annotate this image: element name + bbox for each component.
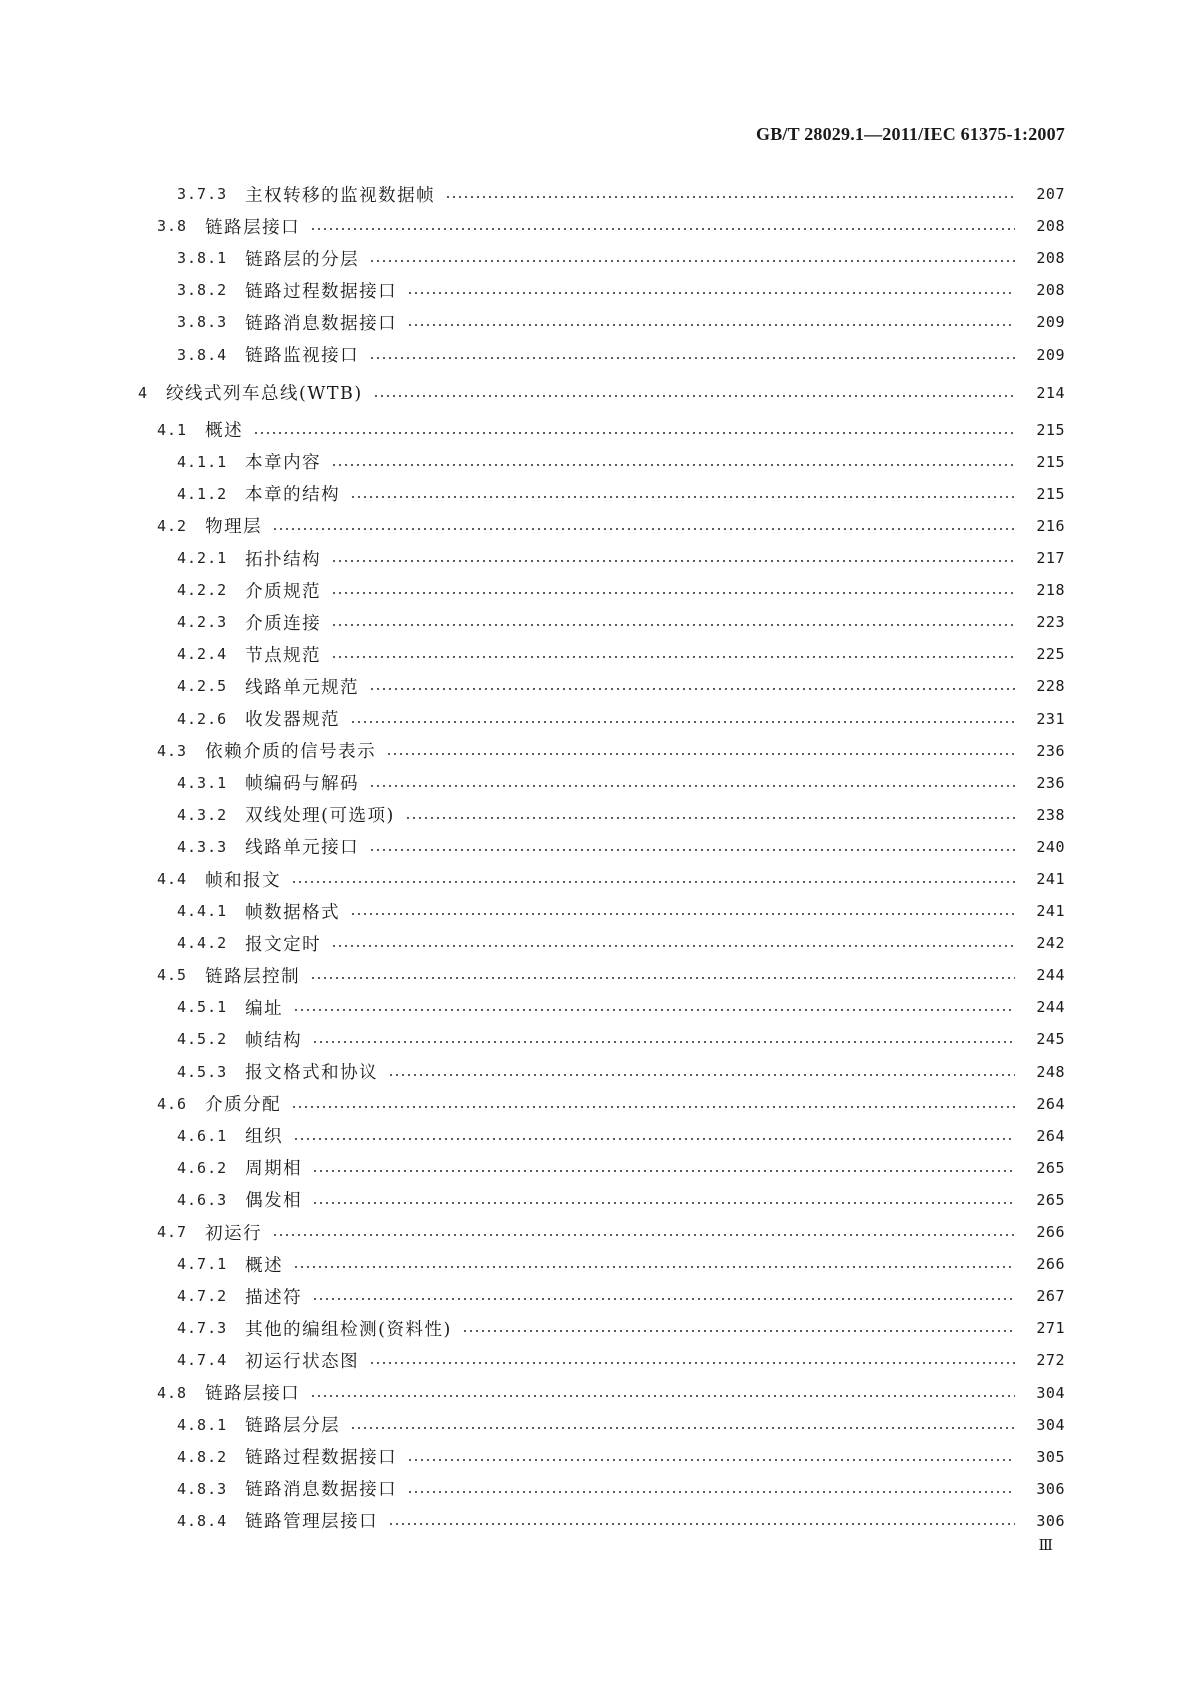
toc-section-number: 3.8.1 <box>177 249 228 268</box>
toc-section-number: 3.8 <box>157 217 188 236</box>
toc-dot-leader <box>310 228 1015 230</box>
toc-entry[interactable] <box>0 574 1191 606</box>
toc-page-number: 305 <box>1036 1447 1065 1466</box>
toc-section-title: 双线处理(可选项) <box>245 806 395 827</box>
toc-entry-label <box>0 1476 397 1501</box>
toc-entry[interactable] <box>0 446 1191 478</box>
toc-page-number: 207 <box>1036 185 1065 204</box>
toc-section-number: 4.1.2 <box>177 484 228 503</box>
toc-section-number: 4.7.2 <box>177 1287 228 1306</box>
toc-section-title: 依赖介质的信号表示 <box>205 742 377 763</box>
toc-section-title: 链路监视接口 <box>245 346 360 367</box>
toc-dot-leader <box>388 1523 1015 1525</box>
toc-dot-leader <box>310 977 1015 979</box>
toc-section-number: 4.2 <box>157 516 188 535</box>
toc-page-number: 223 <box>1036 613 1065 632</box>
toc-section-title: 本章的结构 <box>245 485 341 506</box>
toc-page-number: 265 <box>1036 1190 1065 1209</box>
toc-page-number: 266 <box>1036 1255 1065 1274</box>
toc-entry-label <box>0 1380 300 1405</box>
toc-dot-leader <box>291 881 1015 883</box>
toc-entry-label <box>0 1316 452 1341</box>
toc-dot-leader <box>331 624 1015 626</box>
toc-entry[interactable] <box>0 1248 1191 1280</box>
toc-entry-label <box>0 182 435 207</box>
toc-section-number: 4.8.3 <box>177 1479 228 1498</box>
toc-section-number: 4.5.1 <box>177 998 228 1017</box>
toc-section-number: 3.7.3 <box>177 185 228 204</box>
toc-page-number: 245 <box>1036 1030 1065 1049</box>
toc-section-title: 概述 <box>245 1255 284 1276</box>
toc-entry[interactable] <box>0 863 1191 895</box>
toc-page-number: 215 <box>1036 452 1065 471</box>
toc-dot-leader <box>293 1266 1015 1268</box>
toc-entry[interactable] <box>0 1376 1191 1408</box>
toc-entry[interactable] <box>0 1312 1191 1344</box>
toc-entry-label <box>0 1284 302 1309</box>
toc-page-number: 217 <box>1036 549 1065 568</box>
toc-section-number: 4.7.1 <box>177 1255 228 1274</box>
toc-page-number: 209 <box>1036 345 1065 364</box>
toc-entry[interactable] <box>0 1120 1191 1152</box>
toc-entry-label <box>0 1252 283 1277</box>
toc-section-number: 4.8.1 <box>177 1415 228 1434</box>
toc-entry[interactable] <box>0 1023 1191 1055</box>
toc-section-number: 4.7.4 <box>177 1351 228 1370</box>
toc-dot-leader <box>293 1009 1015 1011</box>
toc-page-number: 208 <box>1036 217 1065 236</box>
toc-dot-leader <box>407 1491 1015 1493</box>
toc-entry[interactable] <box>0 510 1191 542</box>
toc-entry-label <box>0 738 376 763</box>
toc-section-title: 编址 <box>245 998 284 1019</box>
toc-entry-label <box>0 246 359 271</box>
toc-section-title: 帧结构 <box>245 1030 303 1051</box>
toc-dot-leader <box>331 560 1015 562</box>
toc-entry-label <box>0 674 359 699</box>
toc-section-number: 4.6 <box>157 1094 188 1113</box>
toc-section-title: 介质连接 <box>245 613 322 634</box>
toc-entry[interactable] <box>0 1344 1191 1376</box>
toc-entry-label <box>0 1123 283 1148</box>
toc-section-title: 介质分配 <box>205 1095 282 1116</box>
toc-section-title: 线路单元规范 <box>245 677 360 698</box>
toc-dot-leader <box>369 1362 1015 1364</box>
toc-section-number: 4.1.1 <box>177 452 228 471</box>
toc-dot-leader <box>462 1330 1015 1332</box>
toc-entry-label <box>0 1187 302 1212</box>
toc-entry[interactable] <box>0 210 1191 242</box>
toc-section-title: 初运行状态图 <box>245 1351 360 1372</box>
toc-page-number: 271 <box>1036 1319 1065 1338</box>
toc-entry-label <box>0 380 363 405</box>
toc-entry-label <box>0 770 359 795</box>
toc-entry-label <box>0 963 300 988</box>
toc-section-title: 偶发相 <box>245 1191 303 1212</box>
toc-section-number: 4 <box>138 383 149 402</box>
toc-dot-leader <box>272 1234 1015 1236</box>
toc-entry[interactable] <box>0 338 1191 370</box>
toc-dot-leader <box>388 1074 1015 1076</box>
toc-section-title: 本章内容 <box>245 453 322 474</box>
toc-dot-leader <box>350 496 1015 498</box>
toc-entry-label <box>0 1412 340 1437</box>
toc-section-title: 其他的编组检测(资料性) <box>245 1319 452 1340</box>
toc-page-number: 241 <box>1036 902 1065 921</box>
toc-entry[interactable] <box>0 1505 1191 1537</box>
toc-page-number: 248 <box>1036 1062 1065 1081</box>
toc-entry[interactable] <box>0 1088 1191 1120</box>
toc-section-number: 4.5 <box>157 966 188 985</box>
toc-section-title: 链路消息数据接口 <box>245 1480 398 1501</box>
toc-entry-label <box>0 1059 378 1084</box>
toc-entry[interactable] <box>0 542 1191 574</box>
toc-section-number: 4.3.1 <box>177 773 228 792</box>
toc-page-number: 214 <box>1036 383 1065 402</box>
toc-entry-label <box>0 310 397 335</box>
toc-entry-label <box>0 931 321 956</box>
toc-section-title: 报文定时 <box>245 934 322 955</box>
toc-dot-leader <box>331 464 1015 466</box>
toc-entry[interactable] <box>0 1216 1191 1248</box>
toc-section-title: 组织 <box>245 1127 284 1148</box>
toc-section-title: 概述 <box>205 421 244 442</box>
toc-dot-leader <box>407 1459 1015 1461</box>
toc-section-number: 3.8.3 <box>177 313 228 332</box>
toc-section-title: 链路层分层 <box>245 1416 341 1437</box>
toc-page-number: 264 <box>1036 1094 1065 1113</box>
toc-entry-label <box>0 1508 378 1533</box>
table-of-contents <box>0 178 1191 1537</box>
toc-section-number: 4.2.5 <box>177 677 228 696</box>
toc-entry-label <box>0 449 321 474</box>
toc-entry[interactable] <box>0 638 1191 670</box>
toc-entry-label <box>0 706 340 731</box>
toc-page-number: 216 <box>1036 516 1065 535</box>
toc-section-title: 描述符 <box>245 1287 303 1308</box>
toc-dot-leader <box>312 1170 1015 1172</box>
toc-entry[interactable] <box>0 959 1191 991</box>
toc-entry-label <box>0 834 359 859</box>
toc-page-number: 215 <box>1036 420 1065 439</box>
toc-section-title: 帧和报文 <box>205 870 282 891</box>
toc-entry-label <box>0 1220 262 1245</box>
toc-page-number: 244 <box>1036 966 1065 985</box>
toc-entry[interactable] <box>0 670 1191 702</box>
toc-dot-leader <box>331 656 1015 658</box>
toc-page-number: 244 <box>1036 998 1065 1017</box>
toc-entry[interactable] <box>0 606 1191 638</box>
toc-section-number: 4.5.2 <box>177 1030 228 1049</box>
toc-entry-label <box>0 1155 302 1180</box>
toc-section-title: 拓扑结构 <box>245 549 322 570</box>
toc-section-number: 4.3.3 <box>177 837 228 856</box>
toc-entry-label <box>0 642 321 667</box>
toc-entry-label <box>0 578 321 603</box>
toc-page-number: 306 <box>1036 1511 1065 1530</box>
toc-page-number: 225 <box>1036 645 1065 664</box>
toc-entry[interactable] <box>0 1056 1191 1088</box>
toc-dot-leader <box>369 849 1015 851</box>
toc-entry[interactable] <box>0 735 1191 767</box>
toc-dot-leader <box>369 785 1015 787</box>
toc-dot-leader <box>331 945 1015 947</box>
toc-entry[interactable] <box>0 1473 1191 1505</box>
toc-section-number: 4.2.3 <box>177 613 228 632</box>
toc-entry[interactable] <box>0 306 1191 338</box>
toc-page-number: 240 <box>1036 837 1065 856</box>
toc-section-number: 4.1 <box>157 420 188 439</box>
toc-section-number: 4.2.2 <box>177 581 228 600</box>
toc-section-number: 4.3.2 <box>177 805 228 824</box>
toc-entry[interactable] <box>0 799 1191 831</box>
toc-page-number: 228 <box>1036 677 1065 696</box>
toc-section-title: 绞线式列车总线(WTB) <box>166 384 363 405</box>
toc-entry-label <box>0 342 359 367</box>
toc-entry[interactable] <box>0 703 1191 735</box>
toc-entry-label <box>0 513 262 538</box>
toc-section-number: 4.8.4 <box>177 1511 228 1530</box>
toc-entry-label <box>0 1348 359 1373</box>
toc-entry[interactable] <box>0 178 1191 210</box>
toc-section-number: 4.8 <box>157 1383 188 1402</box>
toc-dot-leader <box>291 1106 1015 1108</box>
toc-section-title: 初运行 <box>205 1223 263 1244</box>
toc-section-number: 4.4 <box>157 870 188 889</box>
toc-entry-label <box>0 899 340 924</box>
toc-dot-leader <box>369 688 1015 690</box>
toc-entry[interactable] <box>0 1441 1191 1473</box>
toc-section-number: 4.2.6 <box>177 709 228 728</box>
toc-dot-leader <box>350 913 1015 915</box>
toc-entry-label <box>0 278 397 303</box>
toc-entry[interactable] <box>0 991 1191 1023</box>
toc-page-number: 208 <box>1036 281 1065 300</box>
toc-page-number: 304 <box>1036 1415 1065 1434</box>
toc-section-title: 链路层控制 <box>205 966 301 987</box>
toc-dot-leader <box>312 1202 1015 1204</box>
toc-section-title: 报文格式和协议 <box>245 1063 379 1084</box>
toc-dot-leader <box>312 1298 1015 1300</box>
toc-dot-leader <box>407 292 1015 294</box>
page-header-standard-code: GB/T 28029.1—2011/IEC 61375-1:2007 <box>756 124 1065 144</box>
toc-page-number: 241 <box>1036 870 1065 889</box>
toc-dot-leader <box>369 357 1015 359</box>
toc-entry-label <box>0 610 321 635</box>
toc-page-number: 236 <box>1036 741 1065 760</box>
toc-entry[interactable] <box>0 927 1191 959</box>
toc-section-number: 3.8.4 <box>177 345 228 364</box>
toc-section-number: 4.6.2 <box>177 1158 228 1177</box>
toc-page-number: 208 <box>1036 249 1065 268</box>
toc-dot-leader <box>350 1427 1015 1429</box>
toc-dot-leader <box>350 721 1015 723</box>
toc-entry-label <box>0 867 281 892</box>
toc-section-title: 主权转移的监视数据帧 <box>245 185 436 206</box>
toc-dot-leader <box>310 1395 1015 1397</box>
toc-section-number: 4.7 <box>157 1223 188 1242</box>
toc-entry[interactable] <box>0 1280 1191 1312</box>
toc-section-number: 4.2.1 <box>177 549 228 568</box>
toc-page-number: 267 <box>1036 1287 1065 1306</box>
toc-entry[interactable] <box>0 895 1191 927</box>
toc-dot-leader <box>407 324 1015 326</box>
toc-entry[interactable] <box>0 1184 1191 1216</box>
toc-page-number: 231 <box>1036 709 1065 728</box>
toc-section-title: 链路层接口 <box>205 217 301 238</box>
toc-page-number: 218 <box>1036 581 1065 600</box>
toc-section-title: 介质规范 <box>245 581 322 602</box>
toc-entry-label <box>0 995 283 1020</box>
toc-entry-label <box>0 1091 281 1116</box>
toc-section-number: 4.4.2 <box>177 934 228 953</box>
toc-dot-leader <box>253 432 1015 434</box>
toc-section-number: 3.8.2 <box>177 281 228 300</box>
toc-section-number: 4.8.2 <box>177 1447 228 1466</box>
toc-entry[interactable] <box>0 242 1191 274</box>
toc-section-title: 节点规范 <box>245 645 322 666</box>
toc-page-number: 304 <box>1036 1383 1065 1402</box>
toc-section-number: 4.6.1 <box>177 1126 228 1145</box>
toc-dot-leader <box>373 395 1015 397</box>
toc-entry[interactable] <box>0 1152 1191 1184</box>
toc-entry-label <box>0 481 340 506</box>
toc-section-title: 链路过程数据接口 <box>245 281 398 302</box>
toc-dot-leader <box>331 592 1015 594</box>
toc-page-number: 264 <box>1036 1126 1065 1145</box>
toc-entry-label <box>0 214 300 239</box>
toc-entry-label <box>0 802 395 827</box>
toc-section-title: 线路单元接口 <box>245 838 360 859</box>
toc-page-number: 272 <box>1036 1351 1065 1370</box>
toc-dot-leader <box>445 196 1015 198</box>
page-number-footer: Ⅲ <box>1038 1538 1054 1554</box>
toc-entry-label <box>0 417 243 442</box>
toc-dot-leader <box>272 528 1015 530</box>
toc-page-number: 242 <box>1036 934 1065 953</box>
toc-entry[interactable] <box>0 1409 1191 1441</box>
toc-section-title: 链路过程数据接口 <box>245 1448 398 1469</box>
toc-section-title: 帧数据格式 <box>245 902 341 923</box>
toc-section-title: 物理层 <box>205 517 263 538</box>
toc-section-title: 链路管理层接口 <box>245 1512 379 1533</box>
toc-section-number: 4.6.3 <box>177 1190 228 1209</box>
toc-entry-label <box>0 1444 397 1469</box>
toc-page-number: 265 <box>1036 1158 1065 1177</box>
toc-section-number: 4.7.3 <box>177 1319 228 1338</box>
toc-section-title: 链路层的分层 <box>245 249 360 270</box>
toc-dot-leader <box>405 817 1015 819</box>
toc-page-number: 236 <box>1036 773 1065 792</box>
toc-dot-leader <box>386 753 1015 755</box>
toc-entry[interactable] <box>0 478 1191 510</box>
toc-page-number: 306 <box>1036 1479 1065 1498</box>
toc-page-number: 215 <box>1036 484 1065 503</box>
toc-section-number: 4.2.4 <box>177 645 228 664</box>
toc-entry[interactable] <box>0 414 1191 446</box>
toc-section-number: 4.4.1 <box>177 902 228 921</box>
toc-page-number: 238 <box>1036 805 1065 824</box>
toc-dot-leader <box>369 260 1015 262</box>
toc-entry[interactable] <box>0 377 1191 409</box>
toc-section-title: 链路层接口 <box>205 1384 301 1405</box>
toc-page-number: 266 <box>1036 1223 1065 1242</box>
toc-entry-label <box>0 546 321 571</box>
toc-entry-label <box>0 1027 302 1052</box>
toc-section-number: 4.5.3 <box>177 1062 228 1081</box>
toc-entry[interactable] <box>0 767 1191 799</box>
toc-entry[interactable] <box>0 274 1191 306</box>
toc-section-title: 收发器规范 <box>245 710 341 731</box>
toc-entry[interactable] <box>0 831 1191 863</box>
toc-section-title: 帧编码与解码 <box>245 774 360 795</box>
toc-dot-leader <box>293 1138 1015 1140</box>
toc-section-title: 链路消息数据接口 <box>245 313 398 334</box>
toc-dot-leader <box>312 1041 1015 1043</box>
toc-section-number: 4.3 <box>157 741 188 760</box>
toc-page-number: 209 <box>1036 313 1065 332</box>
toc-section-title: 周期相 <box>245 1159 303 1180</box>
